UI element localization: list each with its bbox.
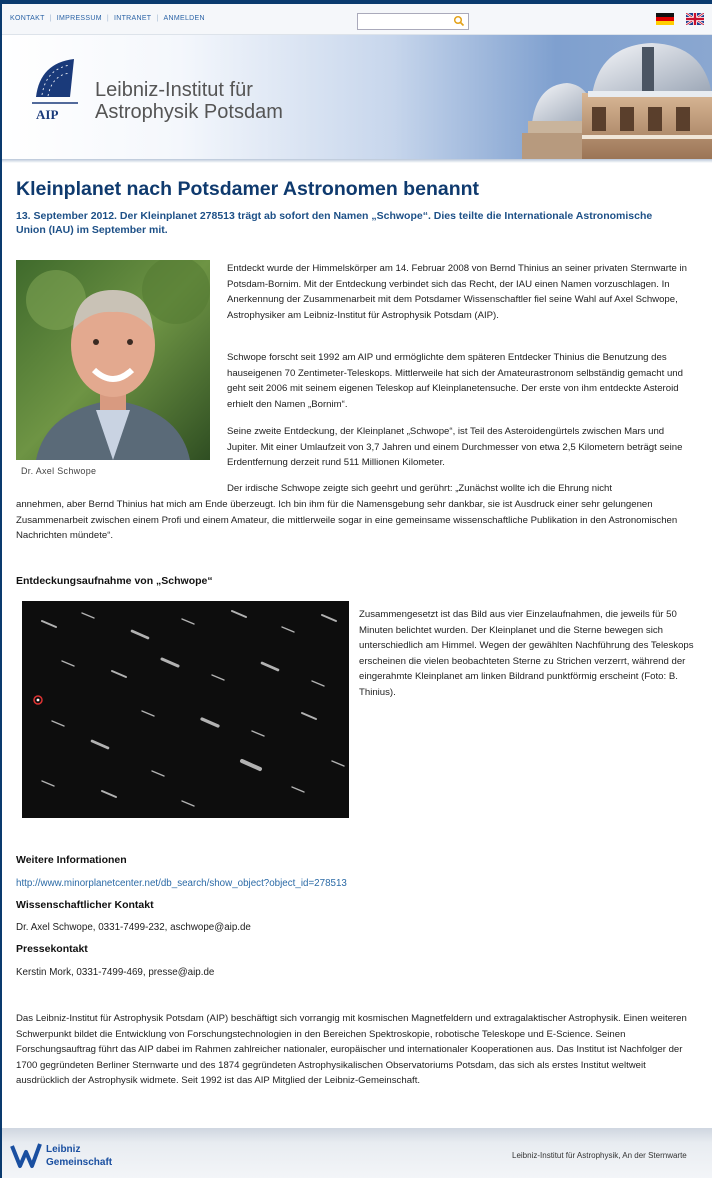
nav-link-kontakt[interactable]: KONTAKT (10, 15, 45, 22)
article-lead: 13. September 2012. Der Kleinplanet 278513 trägt ab sofort den Namen „Schwope“. Dies teilte die Internationale Astronomische Union (IAU) im September mit. (16, 210, 653, 236)
press-contact-text: Kerstin Mork, 0331-7499-469, presse@aip.de (16, 967, 215, 978)
institute-name-line2: Astrophysik Potsdam (95, 101, 283, 123)
article-paragraph-3: Seine zweite Entdeckung, der Kleinplanet „Schwope“, ist Teil des Asteroidengürtels zwischen Mars und Jupiter. Mit einer Umlaufzeit von 3,7 Jahren und einem Durchmesser von etwa 2,5 Kilometern beträgt seine Erdentfernung derzeit rund 511 Millionen Kilometer. (227, 426, 683, 469)
nav-separator: | (49, 15, 52, 22)
minor-planet-center-link[interactable]: http://www.minorplanetcenter.net/db_search/show_object?object_id=278513 (16, 878, 347, 889)
nav-link-impressum[interactable]: IMPRESSUM (56, 15, 102, 22)
page-title: Kleinplanet nach Potsdamer Astronomen benannt (16, 178, 480, 200)
nav-separator: | (156, 15, 159, 22)
left-frame-border (0, 0, 2, 1178)
search-input[interactable] (357, 13, 469, 30)
portrait-photo (16, 260, 210, 460)
footer-address: Leibniz-Institut für Astrophysik, An der Sternwarte (512, 1151, 687, 1160)
institute-about-text: Das Leibniz-Institut für Astrophysik Potsdam (AIP) beschäftigt sich vorrangig mit kosmischen Magnetfeldern und extragalaktischer Astrophysik. Einen weiteren Schwerpunkt bildet die Entwicklung von Forschungstechnologien in den Bereichen Spektroskopie, robotische Teleskope und E-Science. Seinen Forschungsauftrag führt das AIP dabei im Rahmen zahlreicher nationaler, europäischer und internationaler Kooperationen aus. Das Institut ist Nachfolger der 1700 gegründeten Berliner Sternwarte und des 1874 gegründeten Astrophysikalischen Observatoriums Potsdam, das sich als erstes Institut weltweit ausdrücklich der Astrophysik widmete. Seit 1992 ist das AIP Mitglied der Leibniz-Gemeinschaft. (16, 1013, 687, 1087)
science-contact-text: Dr. Axel Schwope, 0331-7499-232, aschwope@aip.de (16, 922, 251, 933)
article-paragraph-4-continued: annehmen, aber Bernd Thinius hat mich am Ende überzeugt. Ich bin ihm für die Namensgebung sehr dankbar, sie ist Ausdruck einer sehr gelungenen Zusammenarbeit zwischen einem Profi und einem Amateur, die mittlerweile sogar in eine gemeinsame wissenschaftliche Publikation in den Astronomischen Nachrichten mündete“. (16, 499, 678, 542)
article-paragraph-1: Entdeckt wurde der Himmelskörper am 14. Februar 2008 von Bernd Thinius an seiner privaten Sternwarte in Potsdam-Bornim. Mit der Entdeckung verbindet sich das Recht, der IAU einen Namen vorzuschlagen. In Anerkennung der Zusammenarbeit mit dem Potsdamer Wissenschaftler fiel seine Wahl auf Axel Schwope, Astrophysiker am Leibniz-Institut für Astrophysik Potsdam (AIP). (227, 263, 688, 321)
discovery-section-title: Entdeckungsaufnahme von „Schwope“ (16, 575, 213, 587)
article-paragraph-4-start: Der irdische Schwope zeigte sich geehrt und gerührt: „Zunächst wollte ich die Ehrung nicht (227, 483, 613, 494)
article-paragraph-2: Schwope forscht seit 1992 am AIP und ermöglichte dem späteren Entdecker Thinius die Benutzung des hauseigenen 70 Zentimeter-Teleskops. Mittlerweile hat sich der Amateurastronom selbständig gemacht und geht seit 2006 mit seinem eigenen Teleskop auf Kleinplanetensuche. Der erste von ihm entdeckte Asteroid erhielt den Namen „Bornim“. (227, 352, 683, 410)
page-footer (2, 1128, 712, 1178)
photo-caption: Dr. Axel Schwope (21, 466, 97, 476)
aip-logo-icon[interactable] (30, 57, 80, 129)
institute-name[interactable] (95, 79, 283, 123)
press-contact-title: Pressekontakt (16, 943, 88, 955)
search-icon[interactable] (453, 15, 465, 27)
science-contact-title: Wissenschaftlicher Kontakt (16, 899, 154, 911)
observatory-image (442, 35, 712, 159)
footer-logo-line2: Gemeinschaft (46, 1157, 113, 1168)
discovery-description: Zusammengesetzt ist das Bild aus vier Einzelaufnahmen, die jeweils für 50 Minuten belichtet wurden. Der Kleinplanet und die Sterne bewegen sich unterschiedlich am Himmel. Wegen der gewählten Nachführung des Teleskops erscheinen die vielen beobachteten Sterne zu Strichen verzerrt, während der eingerahmte Kleinplanet am linken Bildrand punktförmig erscheint (Foto: B. Thinius). (359, 609, 694, 698)
nav-link-anmelden[interactable]: ANMELDEN (163, 15, 205, 22)
uk-flag-icon[interactable] (686, 13, 704, 25)
banner-shadow (2, 159, 712, 163)
footer-logo-line1: Leibniz (46, 1144, 81, 1155)
discovery-image (22, 601, 349, 818)
nav-separator: | (106, 15, 109, 22)
de-flag-icon[interactable] (656, 13, 674, 25)
logo-abbreviation: AIP (36, 107, 59, 122)
top-navigation-bar (2, 4, 712, 35)
institute-name-line1: Leibniz-Institut für (95, 79, 253, 101)
more-info-title: Weitere Informationen (16, 854, 127, 866)
leibniz-gemeinschaft-logo-icon[interactable] (10, 1136, 120, 1176)
meta-navigation (10, 15, 205, 22)
header-banner (2, 35, 712, 159)
nav-link-intranet[interactable]: INTRANET (113, 15, 152, 22)
